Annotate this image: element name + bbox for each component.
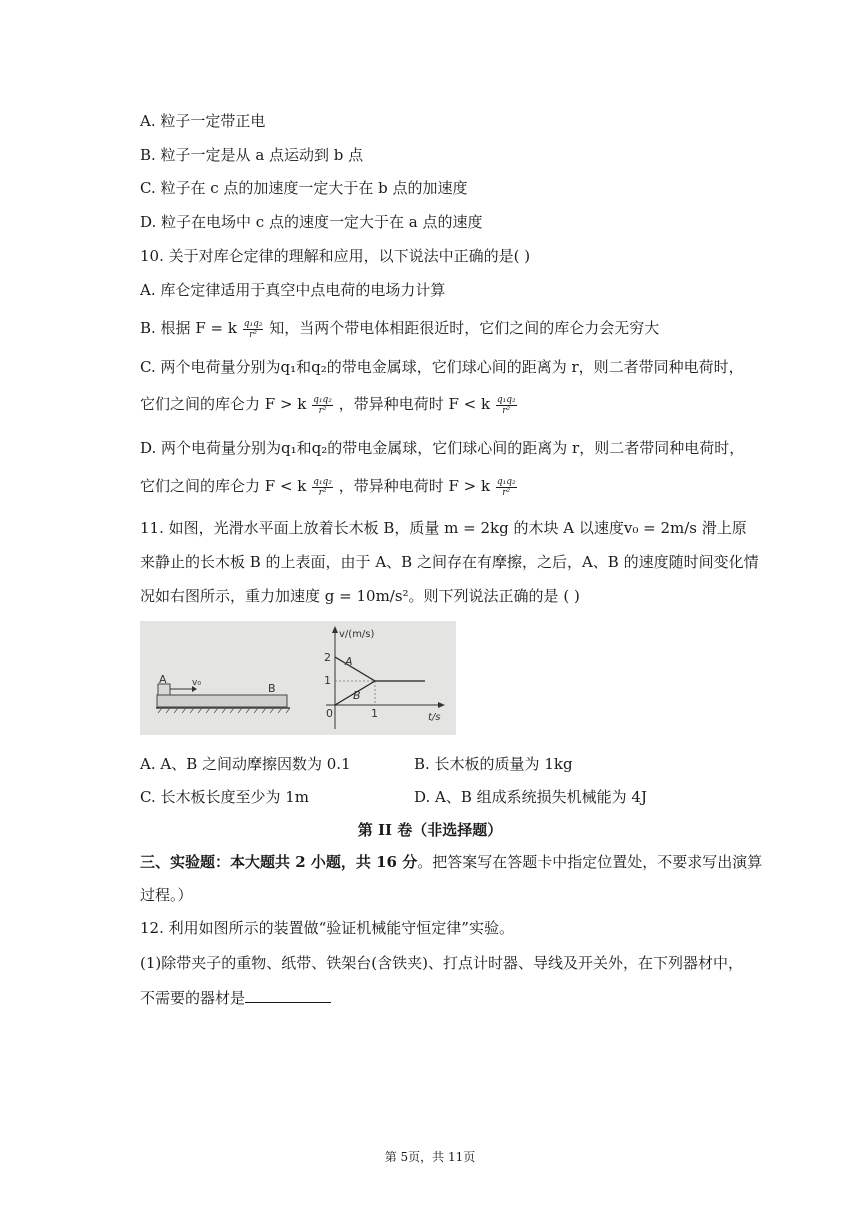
fraction-denominator: r² <box>249 329 258 340</box>
q10-c-fraction-2 <box>496 395 517 416</box>
part3-heading-bold: 三、实验题：本大题共 2 小题，共 16 分 <box>140 853 418 871</box>
section-2-title: 第 II 卷（非选择题） <box>357 821 503 839</box>
tick-label-2: 2 <box>324 651 331 664</box>
q11-stem-line2: 来静止的长木板 B 的上表面，由于 A、B 之间存在有摩擦，之后，A、B 的速度随时间变化情 <box>140 553 759 571</box>
q11-option-d: D. A、B 组成系统损失机械能为 4J <box>414 788 647 806</box>
q12-part1-line2 <box>140 987 331 1009</box>
q9-option-c: C. 粒子在 c 点的加速度一定大于在 b 点的加速度 <box>140 179 468 197</box>
q12-part1-text: 不需要的器材是 <box>140 989 246 1007</box>
part3-heading-rest: 。把答案写在答题卡中指定位置处，不要求写出演算 <box>417 853 763 871</box>
q10-b-fraction <box>243 319 264 340</box>
part3-heading-line2: 过程。） <box>140 886 193 904</box>
tick-label-t1: 1 <box>371 707 378 720</box>
v0-label: v₀ <box>192 678 201 688</box>
fraction-numerator: q₁q₂ <box>496 394 516 405</box>
q9-option-d: D. 粒子在电场中 c 点的速度一定大于在 a 点的速度 <box>140 213 483 231</box>
fraction-denominator: r² <box>318 405 327 416</box>
q11-option-a: A. A、B 之间动摩擦因数为 0.1 <box>140 755 351 773</box>
t-axis-label: t/s <box>428 712 441 723</box>
q10-option-c-line1: C. 两个电荷量分别为q₁和q₂的带电金属球，它们球心间的距离为 r，则二者带同种电荷时， <box>140 358 744 376</box>
answer-blank[interactable] <box>245 988 331 1003</box>
fraction-denominator: r² <box>318 487 327 498</box>
fraction-numerator: q₁q₂ <box>313 476 332 487</box>
q10-c-mid: ，带异种电荷时 F < k <box>338 395 491 413</box>
q11-figure <box>140 621 456 735</box>
q11-stem-line3: 况如右图所示，重力加速度 g = 10m/s²。则下列说法正确的是 ( ) <box>140 587 580 605</box>
board-b-label: B <box>268 682 276 695</box>
q9-option-b: B. 粒子一定是从 a 点运动到 b 点 <box>140 146 364 164</box>
q10-d-fraction-2 <box>496 477 517 498</box>
q10-b-prefix: B. 根据 F = k <box>140 319 237 337</box>
fraction-denominator: r² <box>502 487 511 498</box>
origin-label: 0 <box>326 707 333 720</box>
q10-option-d-line1: D. 两个电荷量分别为q₁和q₂的带电金属球，它们球心间的距离为 r，则二者带同种电荷时， <box>140 439 745 457</box>
q10-option-a: A. 库仑定律适用于真空中点电荷的电场力计算 <box>140 281 446 299</box>
block-a-label: A <box>159 673 167 686</box>
q10-c-fraction-1 <box>312 395 333 416</box>
q12-stem: 12. 利用如图所示的装置做“验证机械能守恒定律”实验。 <box>140 919 514 937</box>
fraction-numerator: q₁q₂ <box>243 318 263 329</box>
tick-label-1: 1 <box>324 674 331 687</box>
line-a <box>335 657 375 681</box>
fraction-numerator: q₁q₂ <box>496 476 516 487</box>
line-b-label: B <box>353 689 361 702</box>
q10-option-b <box>140 317 659 340</box>
q10-option-c-line2 <box>140 393 518 416</box>
q11-option-b: B. 长木板的质量为 1kg <box>414 755 573 773</box>
board-b <box>157 695 287 707</box>
line-a-label: A <box>345 655 353 668</box>
q10-d-fraction-1 <box>312 477 333 498</box>
q10-stem: 10. 关于对库仑定律的理解和应用，以下说法中正确的是( ) <box>140 247 531 265</box>
v-axis-arrow-icon <box>332 626 338 633</box>
q12-part1-line1: (1)除带夹子的重物、纸带、铁架台(含铁夹)、打点计时器、导线及开关外，在下列器材中， <box>140 954 743 972</box>
v-axis-label: v/(m/s) <box>339 629 375 640</box>
q11-stem-line1: 11. 如图，光滑水平面上放着长木板 B，质量 m = 2kg 的木块 A 以速度v₀ = 2m/s 滑上原 <box>140 519 747 537</box>
fraction-numerator: q₁q₂ <box>313 394 332 405</box>
part3-heading <box>140 851 762 873</box>
q10-option-d-line2 <box>140 475 518 498</box>
page-footer: 第 5页，共 11页 <box>384 1150 476 1164</box>
t-axis-arrow-icon <box>438 702 445 708</box>
q11-option-c: C. 长木板长度至少为 1m <box>140 788 310 806</box>
q10-d-mid: ，带异种电荷时 F > k <box>338 477 491 495</box>
q10-c-prefix: 它们之间的库仑力 F > k <box>140 395 307 413</box>
q10-b-suffix: 知，当两个带电体相距很近时，它们之间的库仑力会无穷大 <box>269 319 660 337</box>
q11-figure-svg <box>140 621 456 735</box>
fraction-denominator: r² <box>502 405 511 416</box>
q10-d-prefix: 它们之间的库仑力 F < k <box>140 477 307 495</box>
q9-option-a: A. 粒子一定带正电 <box>140 112 266 130</box>
